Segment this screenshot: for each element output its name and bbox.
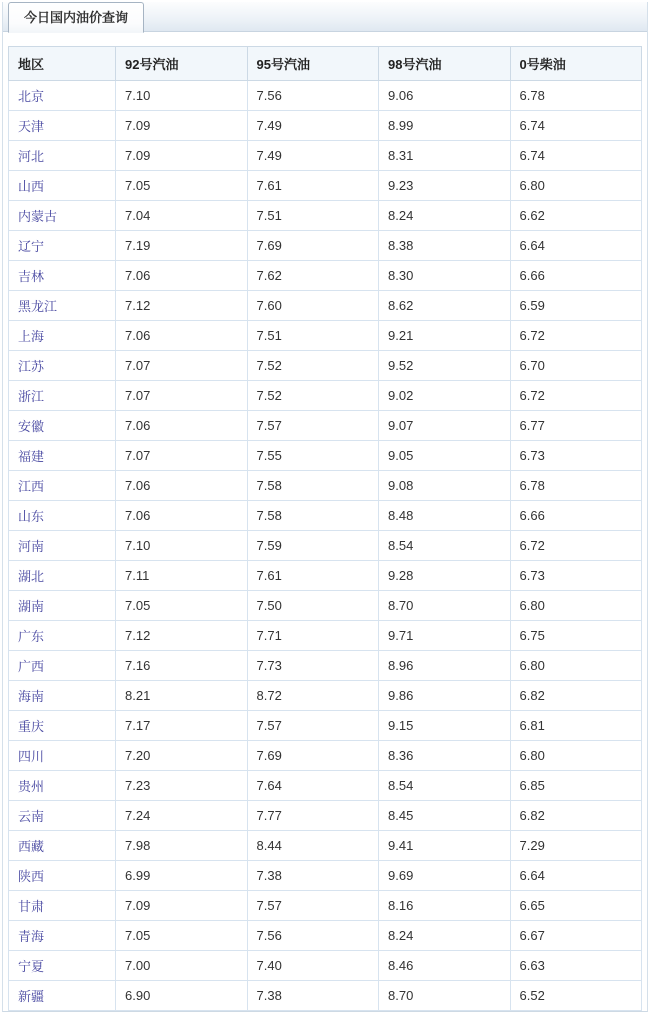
price-cell: 7.56 — [247, 81, 379, 111]
price-cell: 6.74 — [510, 141, 642, 171]
region-cell — [9, 651, 116, 681]
column-header-95-gas: 95号汽油 — [247, 47, 379, 81]
price-cell: 7.16 — [116, 651, 248, 681]
table-row — [9, 441, 642, 471]
table-row — [9, 741, 642, 771]
region-link[interactable]: 浙江 — [18, 389, 45, 404]
price-cell: 7.77 — [247, 801, 379, 831]
price-cell: 8.54 — [379, 771, 511, 801]
table-row — [9, 651, 642, 681]
region-cell — [9, 921, 116, 951]
region-link[interactable]: 江苏 — [18, 359, 45, 374]
table-row — [9, 321, 642, 351]
price-cell: 9.69 — [379, 861, 511, 891]
price-cell: 8.38 — [379, 231, 511, 261]
price-cell: 7.11 — [116, 561, 248, 591]
region-link[interactable]: 陕西 — [18, 869, 45, 884]
price-cell: 6.62 — [510, 201, 642, 231]
price-cell: 7.61 — [247, 561, 379, 591]
price-cell: 7.09 — [116, 141, 248, 171]
price-cell: 7.29 — [510, 831, 642, 861]
price-cell: 7.73 — [247, 651, 379, 681]
region-link[interactable]: 云南 — [18, 809, 45, 824]
region-cell — [9, 891, 116, 921]
region-link[interactable]: 福建 — [18, 449, 45, 464]
region-link[interactable]: 宁夏 — [18, 959, 45, 974]
price-cell: 7.20 — [116, 741, 248, 771]
table-row — [9, 591, 642, 621]
price-cell: 7.19 — [116, 231, 248, 261]
region-link[interactable]: 内蒙古 — [18, 209, 58, 224]
price-cell: 9.86 — [379, 681, 511, 711]
price-cell: 6.78 — [510, 471, 642, 501]
region-cell — [9, 171, 116, 201]
region-link[interactable]: 海南 — [18, 689, 45, 704]
price-cell: 7.55 — [247, 441, 379, 471]
price-cell: 7.69 — [247, 231, 379, 261]
price-cell: 6.66 — [510, 501, 642, 531]
price-cell: 6.99 — [116, 861, 248, 891]
column-header-region: 地区 — [9, 47, 116, 81]
table-row — [9, 111, 642, 141]
price-cell: 7.57 — [247, 411, 379, 441]
region-link[interactable]: 江西 — [18, 479, 45, 494]
price-cell: 7.71 — [247, 621, 379, 651]
price-cell: 6.73 — [510, 561, 642, 591]
table-row — [9, 81, 642, 111]
table-row — [9, 201, 642, 231]
price-cell: 6.65 — [510, 891, 642, 921]
price-cell: 7.06 — [116, 471, 248, 501]
price-cell: 8.21 — [116, 681, 248, 711]
region-link[interactable]: 安徽 — [18, 419, 45, 434]
price-cell: 7.51 — [247, 201, 379, 231]
price-cell: 6.78 — [510, 81, 642, 111]
price-cell: 6.82 — [510, 681, 642, 711]
price-cell: 7.58 — [247, 471, 379, 501]
region-cell — [9, 261, 116, 291]
price-cell: 8.16 — [379, 891, 511, 921]
price-cell: 8.46 — [379, 951, 511, 981]
table-row — [9, 801, 642, 831]
region-cell — [9, 771, 116, 801]
price-cell: 7.59 — [247, 531, 379, 561]
price-cell: 6.75 — [510, 621, 642, 651]
price-cell: 7.52 — [247, 381, 379, 411]
region-link[interactable]: 天津 — [18, 119, 45, 134]
price-cell: 8.36 — [379, 741, 511, 771]
table-row — [9, 471, 642, 501]
region-cell — [9, 201, 116, 231]
price-cell: 7.52 — [247, 351, 379, 381]
price-cell: 7.07 — [116, 351, 248, 381]
price-cell: 8.24 — [379, 921, 511, 951]
region-link[interactable]: 青海 — [18, 929, 45, 944]
price-cell: 6.70 — [510, 351, 642, 381]
price-cell: 7.38 — [247, 981, 379, 1011]
region-cell — [9, 621, 116, 651]
price-cell: 7.24 — [116, 801, 248, 831]
price-cell: 7.58 — [247, 501, 379, 531]
table-row — [9, 831, 642, 861]
region-cell — [9, 321, 116, 351]
table-row — [9, 411, 642, 441]
price-cell: 7.06 — [116, 501, 248, 531]
price-cell: 6.72 — [510, 321, 642, 351]
column-header-98-gas: 98号汽油 — [379, 47, 511, 81]
table-row — [9, 771, 642, 801]
region-link[interactable]: 河南 — [18, 539, 45, 554]
price-cell: 6.63 — [510, 951, 642, 981]
price-cell: 8.96 — [379, 651, 511, 681]
price-cell: 6.80 — [510, 741, 642, 771]
price-cell: 7.05 — [116, 591, 248, 621]
price-cell: 9.07 — [379, 411, 511, 441]
region-link[interactable]: 上海 — [18, 329, 45, 344]
price-cell: 6.80 — [510, 171, 642, 201]
region-link[interactable]: 重庆 — [18, 719, 45, 734]
price-cell: 6.77 — [510, 411, 642, 441]
price-cell: 6.64 — [510, 231, 642, 261]
price-cell: 8.48 — [379, 501, 511, 531]
price-cell: 7.38 — [247, 861, 379, 891]
price-cell: 6.80 — [510, 651, 642, 681]
price-cell: 8.62 — [379, 291, 511, 321]
price-cell: 7.50 — [247, 591, 379, 621]
table-row — [9, 381, 642, 411]
price-cell: 7.12 — [116, 621, 248, 651]
region-link[interactable]: 山东 — [18, 509, 45, 524]
price-cell: 9.06 — [379, 81, 511, 111]
region-cell — [9, 441, 116, 471]
region-link[interactable]: 西藏 — [18, 839, 45, 854]
price-cell: 6.80 — [510, 591, 642, 621]
region-link[interactable]: 湖北 — [18, 569, 45, 584]
price-cell: 6.85 — [510, 771, 642, 801]
price-cell: 7.10 — [116, 81, 248, 111]
region-link[interactable]: 贵州 — [18, 779, 45, 794]
price-cell: 9.41 — [379, 831, 511, 861]
table-row — [9, 561, 642, 591]
price-cell: 8.54 — [379, 531, 511, 561]
region-cell — [9, 711, 116, 741]
price-cell: 8.24 — [379, 201, 511, 231]
oil-price-panel — [2, 2, 648, 1012]
region-cell — [9, 741, 116, 771]
price-cell: 7.12 — [116, 291, 248, 321]
price-cell: 7.23 — [116, 771, 248, 801]
tab-today-oil-price[interactable]: 今日国内油价查询 — [8, 2, 144, 33]
table-row — [9, 171, 642, 201]
price-cell: 9.23 — [379, 171, 511, 201]
price-cell: 7.06 — [116, 261, 248, 291]
price-cell: 8.70 — [379, 591, 511, 621]
region-cell — [9, 501, 116, 531]
region-cell — [9, 531, 116, 561]
price-cell: 8.30 — [379, 261, 511, 291]
table-row — [9, 711, 642, 741]
price-cell: 7.49 — [247, 111, 379, 141]
table-row — [9, 291, 642, 321]
price-cell: 7.57 — [247, 711, 379, 741]
price-cell: 6.81 — [510, 711, 642, 741]
price-cell: 9.02 — [379, 381, 511, 411]
region-link[interactable]: 新疆 — [18, 989, 45, 1004]
price-cell: 7.00 — [116, 951, 248, 981]
price-cell: 9.21 — [379, 321, 511, 351]
price-cell: 9.71 — [379, 621, 511, 651]
table-row — [9, 981, 642, 1011]
table-row — [9, 231, 642, 261]
price-cell: 8.72 — [247, 681, 379, 711]
region-cell — [9, 681, 116, 711]
price-cell: 6.64 — [510, 861, 642, 891]
region-link[interactable]: 甘肃 — [18, 899, 45, 914]
region-cell — [9, 591, 116, 621]
table-row — [9, 261, 642, 291]
price-cell: 9.08 — [379, 471, 511, 501]
price-cell: 9.28 — [379, 561, 511, 591]
price-cell: 8.45 — [379, 801, 511, 831]
region-link[interactable]: 辽宁 — [18, 239, 45, 254]
table-row — [9, 951, 642, 981]
price-cell: 8.31 — [379, 141, 511, 171]
region-cell — [9, 801, 116, 831]
tab-bar — [3, 2, 647, 32]
region-cell — [9, 111, 116, 141]
price-cell: 7.62 — [247, 261, 379, 291]
price-cell: 7.56 — [247, 921, 379, 951]
price-cell: 7.40 — [247, 951, 379, 981]
price-cell: 9.15 — [379, 711, 511, 741]
region-link[interactable]: 山西 — [18, 179, 45, 194]
price-cell: 7.60 — [247, 291, 379, 321]
table-wrap — [3, 32, 647, 1011]
price-cell: 6.73 — [510, 441, 642, 471]
price-cell: 6.66 — [510, 261, 642, 291]
region-link[interactable]: 湖南 — [18, 599, 45, 614]
price-cell: 7.98 — [116, 831, 248, 861]
price-cell: 6.67 — [510, 921, 642, 951]
column-header-0-diesel: 0号柴油 — [510, 47, 642, 81]
table-row — [9, 141, 642, 171]
region-cell — [9, 471, 116, 501]
price-cell: 7.07 — [116, 441, 248, 471]
price-cell: 7.10 — [116, 531, 248, 561]
price-cell: 7.07 — [116, 381, 248, 411]
price-cell: 7.57 — [247, 891, 379, 921]
price-cell: 7.49 — [247, 141, 379, 171]
region-cell — [9, 951, 116, 981]
table-row — [9, 531, 642, 561]
table-header-row — [9, 47, 642, 81]
price-cell: 7.05 — [116, 171, 248, 201]
region-link[interactable]: 吉林 — [18, 269, 45, 284]
price-cell: 6.72 — [510, 381, 642, 411]
table-row — [9, 861, 642, 891]
region-link[interactable]: 广西 — [18, 659, 45, 674]
price-cell: 7.06 — [116, 411, 248, 441]
price-cell: 7.04 — [116, 201, 248, 231]
price-cell: 8.44 — [247, 831, 379, 861]
region-cell — [9, 141, 116, 171]
table-row — [9, 351, 642, 381]
region-cell — [9, 81, 116, 111]
price-cell: 6.52 — [510, 981, 642, 1011]
table-row — [9, 921, 642, 951]
price-cell: 7.09 — [116, 891, 248, 921]
table-row — [9, 891, 642, 921]
price-cell: 7.17 — [116, 711, 248, 741]
price-cell: 8.70 — [379, 981, 511, 1011]
region-cell — [9, 231, 116, 261]
price-cell: 7.61 — [247, 171, 379, 201]
region-cell — [9, 861, 116, 891]
price-cell: 7.64 — [247, 771, 379, 801]
price-cell: 7.69 — [247, 741, 379, 771]
price-cell: 6.74 — [510, 111, 642, 141]
region-cell — [9, 981, 116, 1011]
region-link[interactable]: 广东 — [18, 629, 45, 644]
region-cell — [9, 411, 116, 441]
price-cell: 6.72 — [510, 531, 642, 561]
price-cell: 6.82 — [510, 801, 642, 831]
price-cell: 7.06 — [116, 321, 248, 351]
oil-price-table — [8, 46, 642, 1011]
price-cell: 9.05 — [379, 441, 511, 471]
region-cell — [9, 381, 116, 411]
region-cell — [9, 351, 116, 381]
price-cell: 6.59 — [510, 291, 642, 321]
price-cell: 8.99 — [379, 111, 511, 141]
column-header-92-gas: 92号汽油 — [116, 47, 248, 81]
price-cell: 9.52 — [379, 351, 511, 381]
region-cell — [9, 561, 116, 591]
region-link[interactable]: 四川 — [18, 749, 45, 764]
region-link[interactable]: 河北 — [18, 149, 45, 164]
price-table-body — [9, 81, 642, 1011]
region-link[interactable]: 北京 — [18, 89, 45, 104]
price-cell: 7.05 — [116, 921, 248, 951]
price-cell: 6.90 — [116, 981, 248, 1011]
price-cell: 7.51 — [247, 321, 379, 351]
region-cell — [9, 291, 116, 321]
table-row — [9, 621, 642, 651]
price-cell: 7.09 — [116, 111, 248, 141]
region-cell — [9, 831, 116, 861]
table-row — [9, 681, 642, 711]
region-link[interactable]: 黑龙江 — [18, 299, 58, 314]
table-row — [9, 501, 642, 531]
